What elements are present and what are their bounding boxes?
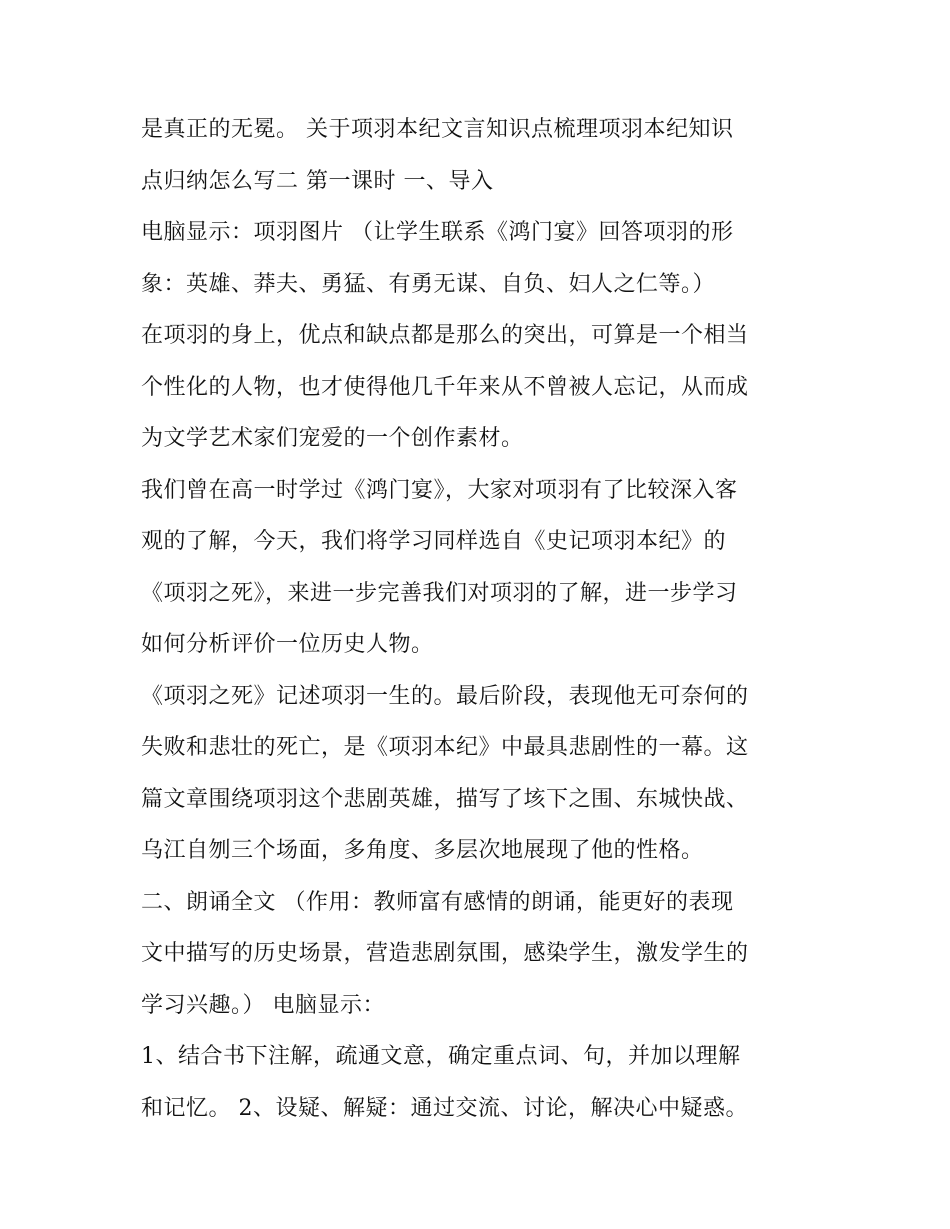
body-text xyxy=(141,104,831,1134)
text-line: 文中描写的历史场景，营造悲剧氛围，感染学生，激发学生的 xyxy=(141,941,749,966)
text-line: 乌江自刎三个场面，多角度、多层次地展现了他的性格。 xyxy=(141,838,704,863)
text-line: 失败和悲壮的死亡，是《项羽本纪》中最具悲剧性的一幕。这 xyxy=(141,735,749,760)
text-line: 在项羽的身上，优点和缺点都是那么的突出，可算是一个相当 xyxy=(141,323,749,348)
text-line: 二、朗诵全文 （作用：教师富有感情的朗诵，能更好的表现 xyxy=(141,889,734,915)
text-line: 电脑显示：项羽图片 （让学生联系《鸿门宴》回答项羽的形 xyxy=(141,220,734,245)
text-line: 1、结合书下注解，疏通文意，确定重点词、句，并加以理解 xyxy=(141,1044,741,1069)
text-line: 是真正的无冕。 关于项羽本纪文言知识点梳理项羽本纪知识 xyxy=(141,117,734,142)
text-line: 观的了解，今天，我们将学习同样选自《史记项羽本纪》的 xyxy=(141,529,727,554)
text-line: 个性化的人物，也才使得他几千年来从不曾被人忘记，从而成 xyxy=(141,374,749,400)
text-line: 和记忆。 2、设疑、解疑：通过交流、讨论，解决心中疑惑。 xyxy=(141,1095,748,1121)
text-line: 象：英雄、莽夫、勇猛、有勇无谋、自负、妇人之仁等。） xyxy=(141,271,716,297)
text-line: 为文学艺术家们宠爱的一个创作素材。 xyxy=(141,426,524,451)
text-line: 《项羽之死》，来进一步完善我们对项羽的了解，进一步学习 xyxy=(141,580,738,606)
text-line: 学习兴趣。） 电脑显示： xyxy=(141,992,385,1018)
text-line: 我们曾在高一时学过《鸿门宴》，大家对项羽有了比较深入客 xyxy=(141,477,738,503)
text-line: 如何分析评价一位历史人物。 xyxy=(141,632,434,657)
text-line: 篇文章围绕项羽这个悲剧英雄，描写了垓下之围、东城快战、 xyxy=(141,786,749,812)
text-line: 点归纳怎么写二 第一课时 一、导入 xyxy=(141,168,494,194)
text-line: 《项羽之死》记述项羽一生的。最后阶段，表现他无可奈何的 xyxy=(141,683,749,709)
